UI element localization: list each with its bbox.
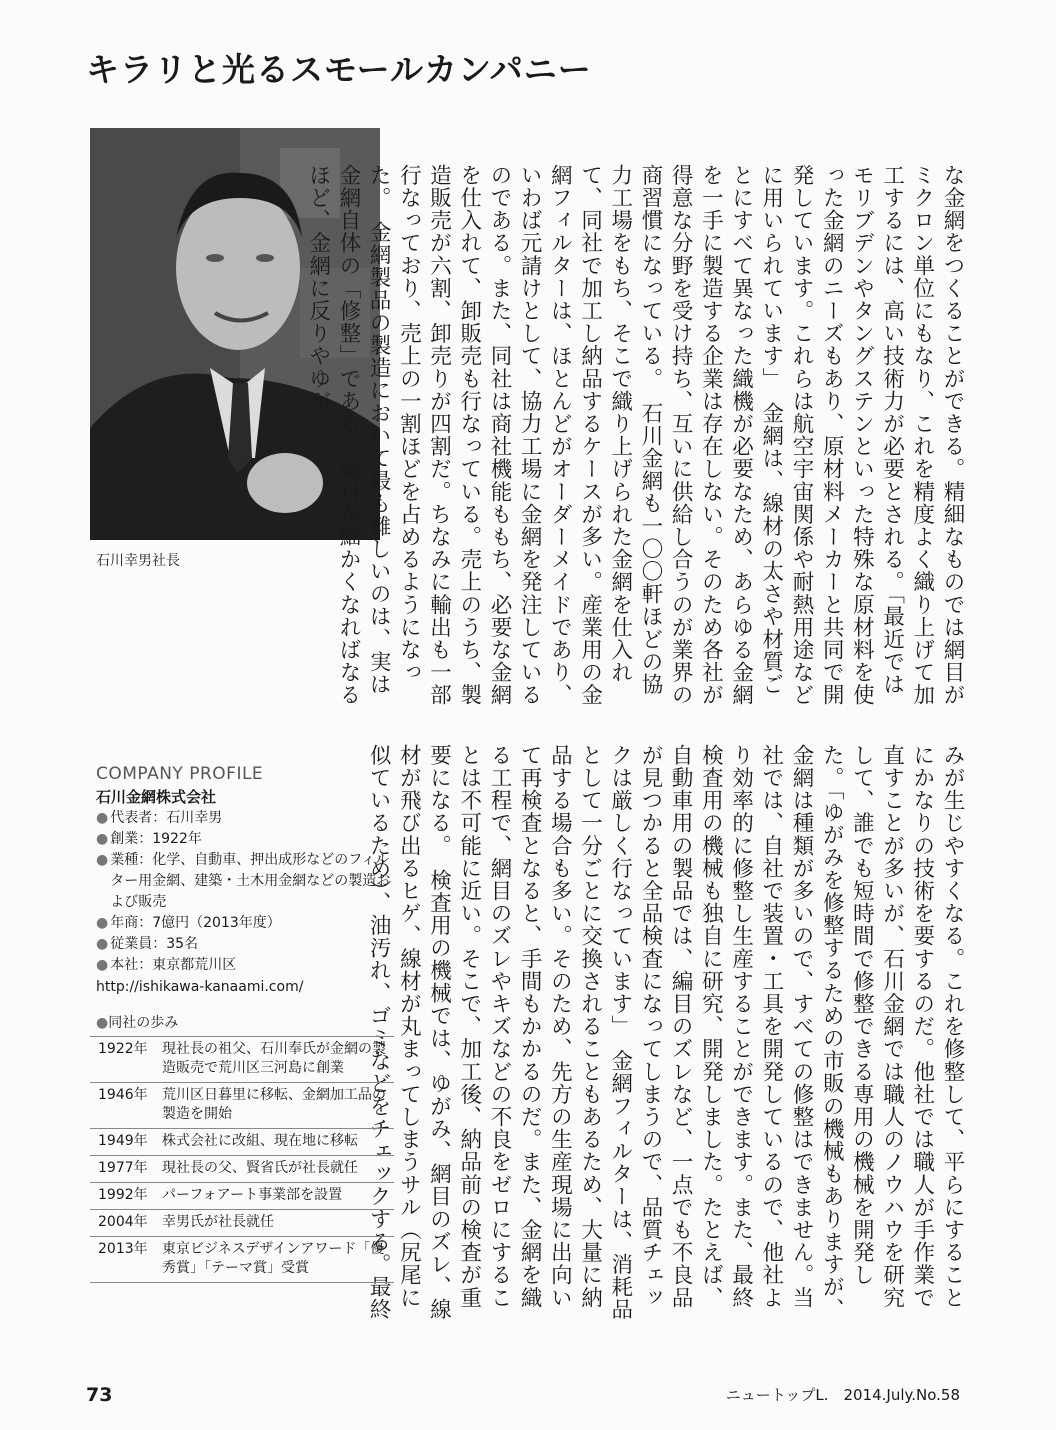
company-url: http://ishikawa-kanaami.com/ — [96, 979, 304, 995]
timeline-row: 1977年 現社長の父、賢省氏が社長就任 — [90, 1156, 394, 1183]
bullet-icon: ● — [96, 852, 109, 868]
bullet-icon: ● — [96, 957, 109, 973]
company-profile — [96, 764, 396, 998]
page-number: 73 — [86, 1384, 113, 1406]
timeline-row: 2013年 東京ビジネスデザインアワード「優秀賞」「テーマ賞」受賞 — [90, 1237, 394, 1283]
bullet-icon: ● — [96, 831, 109, 847]
history-heading: ●同社の歩み — [96, 1015, 179, 1031]
photo-caption: 石川幸男社長 — [96, 553, 180, 569]
bullet-icon: ● — [96, 810, 109, 826]
timeline-row: 1946年 荒川区日暮里に移転、金網加工品の製造を開始 — [90, 1083, 394, 1129]
profile-row: ● 創業：1922年 — [96, 829, 396, 850]
profile-row: ● 業種：化学、自動車、押出成形などのフィルター用金網、建築・土木用金網などの製造および販売 — [96, 850, 396, 913]
profile-heading: COMPANY PROFILE — [96, 764, 264, 784]
profile-row: ● 本社：東京都荒川区 — [96, 955, 396, 976]
bullet-icon: ● — [96, 915, 109, 931]
company-name: 石川金網株式会社 — [96, 788, 217, 806]
timeline-row: 1992年 パーフォアート事業部を設置 — [90, 1183, 394, 1210]
timeline-row: 1922年 現社長の祖父、石川奉氏が金網の製造販売で荒川区三河島に創業 — [90, 1037, 394, 1083]
profile-row: ● 年商：7億円（2013年度） — [96, 913, 396, 934]
bullet-icon: ● — [96, 936, 109, 952]
timeline-row: 1949年 株式会社に改組、現在地に移転 — [90, 1129, 394, 1156]
magazine-footer: ニュートップL. 2014.July.No.58 — [725, 1386, 960, 1404]
profile-row: ● 代表者：石川幸男 — [96, 808, 396, 829]
article-text-lower: みが生じやすくなる。これを修整して、平らにすることにかなりの技術を要するのだ。他社では職人が手作業で直すことが多いが、石川金網では職人のノウハウを研究して、誰でも短時間で修整できる専用の機械を開発した。「ゆがみを修整するための市販の機械もありますが、金網は種類が多いので、すべての修整はできません。当社では、自社で装置・工具を開発しているので、他社より効率的に修整し生産することができます。また、最終検査用の機械も独自に研究、開発しました。たとえば、自動車用の製品では、編目のズレなど、一点でも不良品が見つかると全品検査になってしまうので、品質チェックは厳しく行なっています」 金網フィルターは、消耗品として一分ごとに交換されることもあるため、大量に納品する場合も多い。そのため、先方の生産現場に出向いて再検査となると、手間もかかるのだ。また、金網を織る工程で、網目のズレやキズなどの不良をゼロにすることは不可能に近い。そこで、加工後、納品前の検査が重要になる。 検査用の機械では、ゆがみ、網目のズレ、線材が飛び出るヒゲ、線材が丸まってしまうサル（尻尾に似ているため）、油汚れ、ゴミなどをチェックする。最終 — [366, 744, 965, 1321]
page-title: キラリと光るスモールカンパニー — [86, 50, 592, 89]
timeline-row: 2004年 幸男氏が社長就任 — [90, 1210, 394, 1237]
article-text-upper: な金網をつくることができる。精細なものでは網目がミクロン単位にもなり、これを精度よく織り上げて加工するには、高い技術力が必要とされる。「最近ではモリブデンやタングステンといった特殊な原材料を使った金網のニーズもあり、原材料メーカーと共同で開発しています。これらは航空宇宙関係や耐熱用途などに用いられています」 金網は、線材の太さや材質ごとにすべて異なった織機が必要なため、あらゆる金網を一手に製造する企業は存在しない。そのため各社が得意な分野を受け持ち、互いに供給し合うのが業界の商習慣になっている。 石川金網も一〇〇軒ほどの協力工場をもち、そこで織り上げられた金網を仕入れて、同社で加工し納品するケースが多い。産業用の金網フィルターは、ほとんどがオーダーメイドであり、いわば元請けとして、協力工場に金網を発注しているのである。また、同社は商社機能ももち、必要な金網を仕入れて、卸販売も行なっている。売上のうち、製造販売が六割、卸売りが四割だ。ちなみに輸出も一部行なっており、売上の一割ほどを占めるようになった。 金網製品の製造において最も難しいのは、実は金網自体の「修整」である。編目が細かくなればなるほど、金網に反りやゆが — [305, 164, 965, 707]
bullet-icon: ● — [96, 1015, 109, 1031]
company-timeline — [90, 1036, 394, 1283]
profile-row: ● 従業員：35名 — [96, 934, 396, 955]
